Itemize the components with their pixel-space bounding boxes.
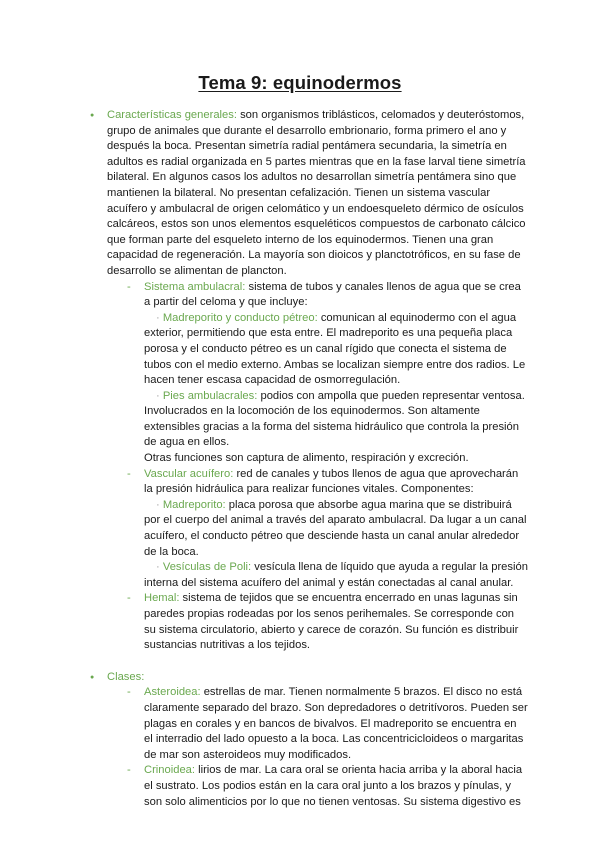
subitem-vascular-acuifero [144, 467, 528, 498]
subitem-crinoidea [144, 763, 528, 810]
vascular-acuifero-text: red de canales y tubos llenos de agua que aprovecharán la presión hidráulica para realizar funciones vitales. Componentes: [144, 467, 519, 496]
subitem-sistema-ambulacral [144, 280, 528, 311]
madreporito-conducto-text: comunican al equinodermo con el agua exterior, permitiendo que esta entre. El madreporito es una pequeña placa porosa y el conducto pétreo es un canal rígido que conecta el sistema de tubos con el medio externo. Ambas se localizan siempre entre dos radios. Le hacen tener escasa capacidad de osmorregulación. [144, 311, 526, 387]
sistema-ambulacral-label: Sistema ambulacral: [144, 280, 246, 293]
bullet-caracteristicas [107, 108, 531, 280]
detail-madreporito: · Madreporito: placa porosa que absorbe agua marina que se distribuirá por el cuerpo del animal a través del aparato ambulacral. Da lugar a un canal acuífero, el conducto pétreo que desciende hasta un canal anular alrededor de la boca. [144, 498, 527, 558]
hemal-label: Hemal: [144, 592, 180, 605]
page-title: Tema 9: equinodermos [198, 72, 402, 93]
pies-ambulacrales-label: Pies ambulacrales: [162, 389, 258, 402]
asteroidea-label: Asteroidea: [144, 686, 201, 699]
asteroidea-text: estrellas de mar. Tienen normalmente 5 brazos. El disco no está claramente separado del brazo. Son depredadores o detritívoros. Pueden ser plagas en corales y en bancos de bivalvos. El madreporito se encuentra en el interradio del lado opuesto a la boca. Las concentricicloideos o margaritas de mar son asteroideos muy modificados. [144, 686, 528, 761]
madreporito-text: placa porosa que absorbe agua marina que se distribuirá por el cuerpo del animal a través del aparato ambulacral. Da lugar a un canal acuífero, el conducto pétreo que desciende hasta un canal anular alrededor de la boca. [144, 498, 527, 558]
subitem-hemal [144, 591, 528, 653]
vesiculas-poli-text: vesícula llena de líquido que ayuda a regular la presión interna del sistema acuífero del animal y están conectadas al canal anular. [144, 561, 528, 589]
clases-label: Clases: [107, 670, 145, 683]
pies-ambulacrales-text: podios con ampolla que pueden representar ventosa. Involucrados en la locomoción de los equinodermos. Son altamente extensibles gracias a la forma del sistema hidráulico que controla la presión de agua en ellos. [144, 389, 525, 449]
detail-pies-ambulacrales: · Pies ambulacrales: podios con ampolla que pueden representar ventosa. Involucrados en la locomoción de los equinodermos. Son altamente extensibles gracias a la forma del sistema hidráulico que controla la presión de agua en ellos. [144, 389, 525, 449]
crinoidea-text: lirios de mar. La cara oral se orienta hacia arriba y la aboral hacia el sustrato. Los podios están en la cara oral junto a los brazos y pínulas, y son solo alimenticios por lo que no tienen ventosas. Su sistema digestivo es [144, 764, 523, 808]
bullet-clases [107, 670, 531, 686]
caracteristicas-label: Características generales: [107, 109, 237, 121]
sistema-ambulacral-text: sistema de tubos y canales llenos de agua que se crea a partir del celoma y que incluye: [144, 280, 521, 309]
crinoidea-label: Crinoidea: [144, 764, 195, 777]
hemal-text: sistema de tejidos que se encuentra encerrado en unas lagunas sin paredes propias rodeadas por los senos perihemales. Se corresponde con su sistema circulatorio, abierto y carece de corazón. Su función es distribuir sustancias nutritivas a los tejidos. [144, 592, 519, 652]
vesiculas-poli-label: Vesículas de Poli: [162, 561, 252, 574]
madreporito-conducto-label: Madreporito y conducto pétreo: [162, 311, 318, 324]
madreporito-label: Madreporito: [162, 498, 226, 511]
caracteristicas-text: son organismos triblásticos, celomados y deuteróstomos, grupo de animales que durante el desarrollo embrionario, forma primero el ano y después la boca. Presentan simetría radial pentámera secundaria, la simetría en adultos es radial organizada en 5 partes mientras que en la fase larval tiene simetría bilateral. En algunos casos los adultos no desarrollan simetría pentámera sino que mantienen la bilateral. No presentan cefalización. Tienen un sistema vascular acuífero y ambulacral de origen celomático y un endoesqueleto dérmico de osículos calcáreos, estos son unos elementos esqueléticos compuestos de carbonato cálcico que forman parte del esqueleto interno de los equinodermos. Tienen una gran capacidad de regeneración. La mayoría son dioicos y planctotróficos, en su fase de desarrollo se alimentan de plancton. [107, 109, 526, 277]
vascular-acuifero-label: Vascular acuífero: [144, 467, 234, 480]
document-body [0, 108, 600, 810]
detail-vesiculas-poli: · Vesículas de Poli: vesícula llena de líquido que ayuda a regular la presión interna del sistema acuífero del animal y están conectadas al canal anular. [144, 561, 528, 589]
subitem-asteroidea [144, 685, 528, 763]
ambulacral-extra-text: Otras funciones son captura de alimento, respiración y excreción. [144, 452, 469, 465]
detail-madreporito-conducto: · Madreporito y conducto pétreo: comunican al equinodermo con el agua exterior, permitiendo que esta entre. El madreporito es una pequeña placa porosa y el conducto pétreo es un canal rígido que conecta el sistema de tubos con el medio externo. Ambas se localizan siempre entre dos radios. Le hacen tener escasa capacidad de osmorregulación. [144, 311, 526, 387]
